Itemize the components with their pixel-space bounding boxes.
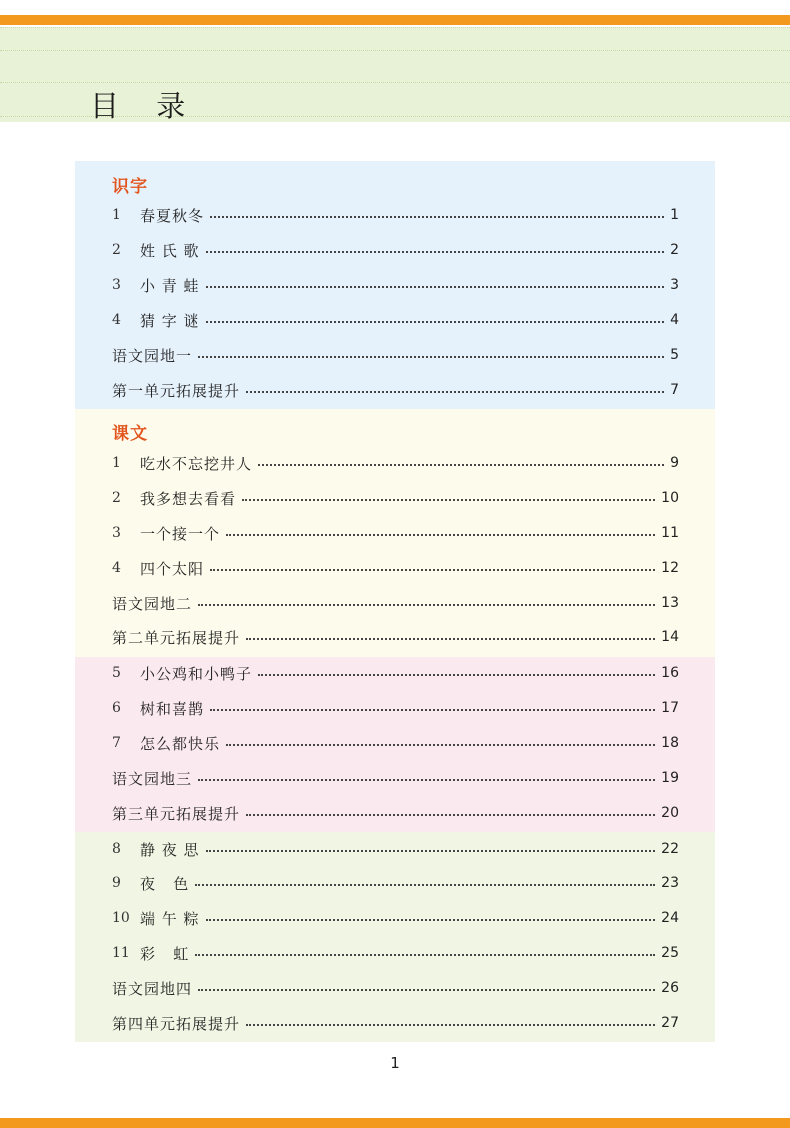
entry-number: 1 [112, 455, 121, 471]
entry-page: 13 [661, 595, 679, 611]
entry-number: 9 [112, 875, 121, 891]
entry-page: 1 [670, 207, 679, 223]
toc-entry[interactable] [112, 697, 679, 719]
entry-number: 10 [112, 910, 130, 926]
entry-number: 2 [112, 242, 121, 258]
entry-page: 5 [670, 347, 679, 363]
toc-entry[interactable] [112, 344, 679, 366]
entry-page: 19 [661, 770, 679, 786]
entry-page: 4 [670, 312, 679, 328]
entry-page: 2 [670, 242, 679, 258]
dot-leader [258, 464, 664, 466]
toc-entry[interactable] [112, 977, 679, 999]
entry-number: 5 [112, 665, 121, 681]
entry-page: 14 [661, 629, 679, 645]
entry-number: 3 [112, 525, 121, 541]
dot-leader [206, 286, 665, 288]
section-label-literacy: 识字 [112, 177, 148, 197]
dot-leader [210, 709, 655, 711]
dot-leader [226, 534, 655, 536]
entry-title: 四个太阳 [140, 559, 205, 578]
dot-leader [210, 569, 655, 571]
entry-title: 猜 字 谜 [140, 311, 200, 330]
toc-entry[interactable] [112, 732, 679, 754]
entry-page: 10 [661, 490, 679, 506]
entry-title: 端 午 粽 [140, 909, 200, 928]
entry-title: 第四单元拓展提升 [112, 1014, 241, 1033]
entry-title: 一个接一个 [140, 524, 221, 543]
entry-number: 4 [112, 560, 121, 576]
dot-leader [198, 356, 664, 358]
entry-number: 11 [112, 945, 130, 961]
dot-leader [206, 850, 656, 852]
toc-entry[interactable] [112, 379, 679, 401]
entry-title: 语文园地二 [112, 594, 193, 613]
entry-title: 第二单元拓展提升 [112, 628, 241, 647]
dot-leader [246, 1024, 655, 1026]
entry-page: 25 [661, 945, 679, 961]
entry-page: 16 [661, 665, 679, 681]
entry-number: 7 [112, 735, 121, 751]
dot-leader [198, 779, 655, 781]
toc-entry[interactable] [112, 1012, 679, 1034]
entry-title: 语文园地三 [112, 769, 193, 788]
entry-title: 春夏秋冬 [140, 206, 205, 225]
entry-page: 18 [661, 735, 679, 751]
entry-title: 夜 色 [140, 874, 190, 893]
entry-number: 8 [112, 841, 121, 857]
toc-entry[interactable] [112, 838, 679, 860]
entry-title: 我多想去看看 [140, 489, 237, 508]
toc-entry[interactable] [112, 872, 679, 894]
dot-leader [206, 919, 656, 921]
entry-page: 24 [661, 910, 679, 926]
entry-title: 彩 虹 [140, 944, 190, 963]
entry-title: 第三单元拓展提升 [112, 804, 241, 823]
toc-entry[interactable] [112, 309, 679, 331]
entry-page: 20 [661, 805, 679, 821]
dot-leader [195, 954, 655, 956]
entry-page: 26 [661, 980, 679, 996]
entry-title: 怎么都快乐 [140, 734, 221, 753]
section-unit-4 [75, 832, 715, 1042]
toc-entry[interactable] [112, 592, 679, 614]
toc-entry[interactable] [112, 662, 679, 684]
toc-entry[interactable] [112, 487, 679, 509]
toc-entry[interactable] [112, 452, 679, 474]
dot-leader [210, 216, 664, 218]
entry-number: 2 [112, 490, 121, 506]
entry-title: 小公鸡和小鸭子 [140, 664, 253, 683]
bottom-accent-bar [0, 1118, 790, 1128]
dot-leader [246, 814, 655, 816]
entry-number: 6 [112, 700, 121, 716]
dot-leader [198, 989, 655, 991]
dot-leader [246, 638, 655, 640]
entry-page: 11 [661, 525, 679, 541]
dot-leader [195, 884, 655, 886]
entry-page: 27 [661, 1015, 679, 1031]
entry-number: 1 [112, 207, 121, 223]
entry-number: 3 [112, 277, 121, 293]
dot-leader [206, 321, 665, 323]
dot-leader [198, 604, 655, 606]
toc-entry[interactable] [112, 767, 679, 789]
toc-entry[interactable] [112, 802, 679, 824]
entry-title: 语文园地四 [112, 979, 193, 998]
dot-leader [206, 251, 665, 253]
entry-number: 4 [112, 312, 121, 328]
entry-title: 小 青 蛙 [140, 276, 200, 295]
entry-page: 9 [670, 455, 679, 471]
toc-entry[interactable] [112, 274, 679, 296]
entry-title: 树和喜鹊 [140, 699, 205, 718]
dot-leader [246, 391, 664, 393]
entry-title: 第一单元拓展提升 [112, 381, 241, 400]
dot-leader [258, 674, 655, 676]
entry-title: 语文园地一 [112, 346, 193, 365]
entry-page: 17 [661, 700, 679, 716]
toc-entry[interactable] [112, 907, 679, 929]
entry-title: 吃水不忘挖井人 [140, 454, 253, 473]
entry-title: 姓 氏 歌 [140, 241, 200, 260]
toc-entry[interactable] [112, 557, 679, 579]
page-number: 1 [390, 1054, 400, 1072]
toc-entry[interactable] [112, 522, 679, 544]
dot-leader [226, 744, 655, 746]
section-label-texts: 课文 [112, 424, 148, 444]
entry-page: 3 [670, 277, 679, 293]
entry-page: 7 [670, 382, 679, 398]
page-title: 目 录 [90, 89, 200, 123]
toc-entry[interactable] [112, 239, 679, 261]
entry-title: 静 夜 思 [140, 840, 200, 859]
entry-page: 12 [661, 560, 679, 576]
toc-entry[interactable] [112, 626, 679, 648]
entry-page: 23 [661, 875, 679, 891]
toc-entry[interactable] [112, 204, 679, 226]
dot-leader [242, 499, 655, 501]
entry-page: 22 [661, 841, 679, 857]
toc-entry[interactable] [112, 942, 679, 964]
top-accent-bar [0, 15, 790, 25]
